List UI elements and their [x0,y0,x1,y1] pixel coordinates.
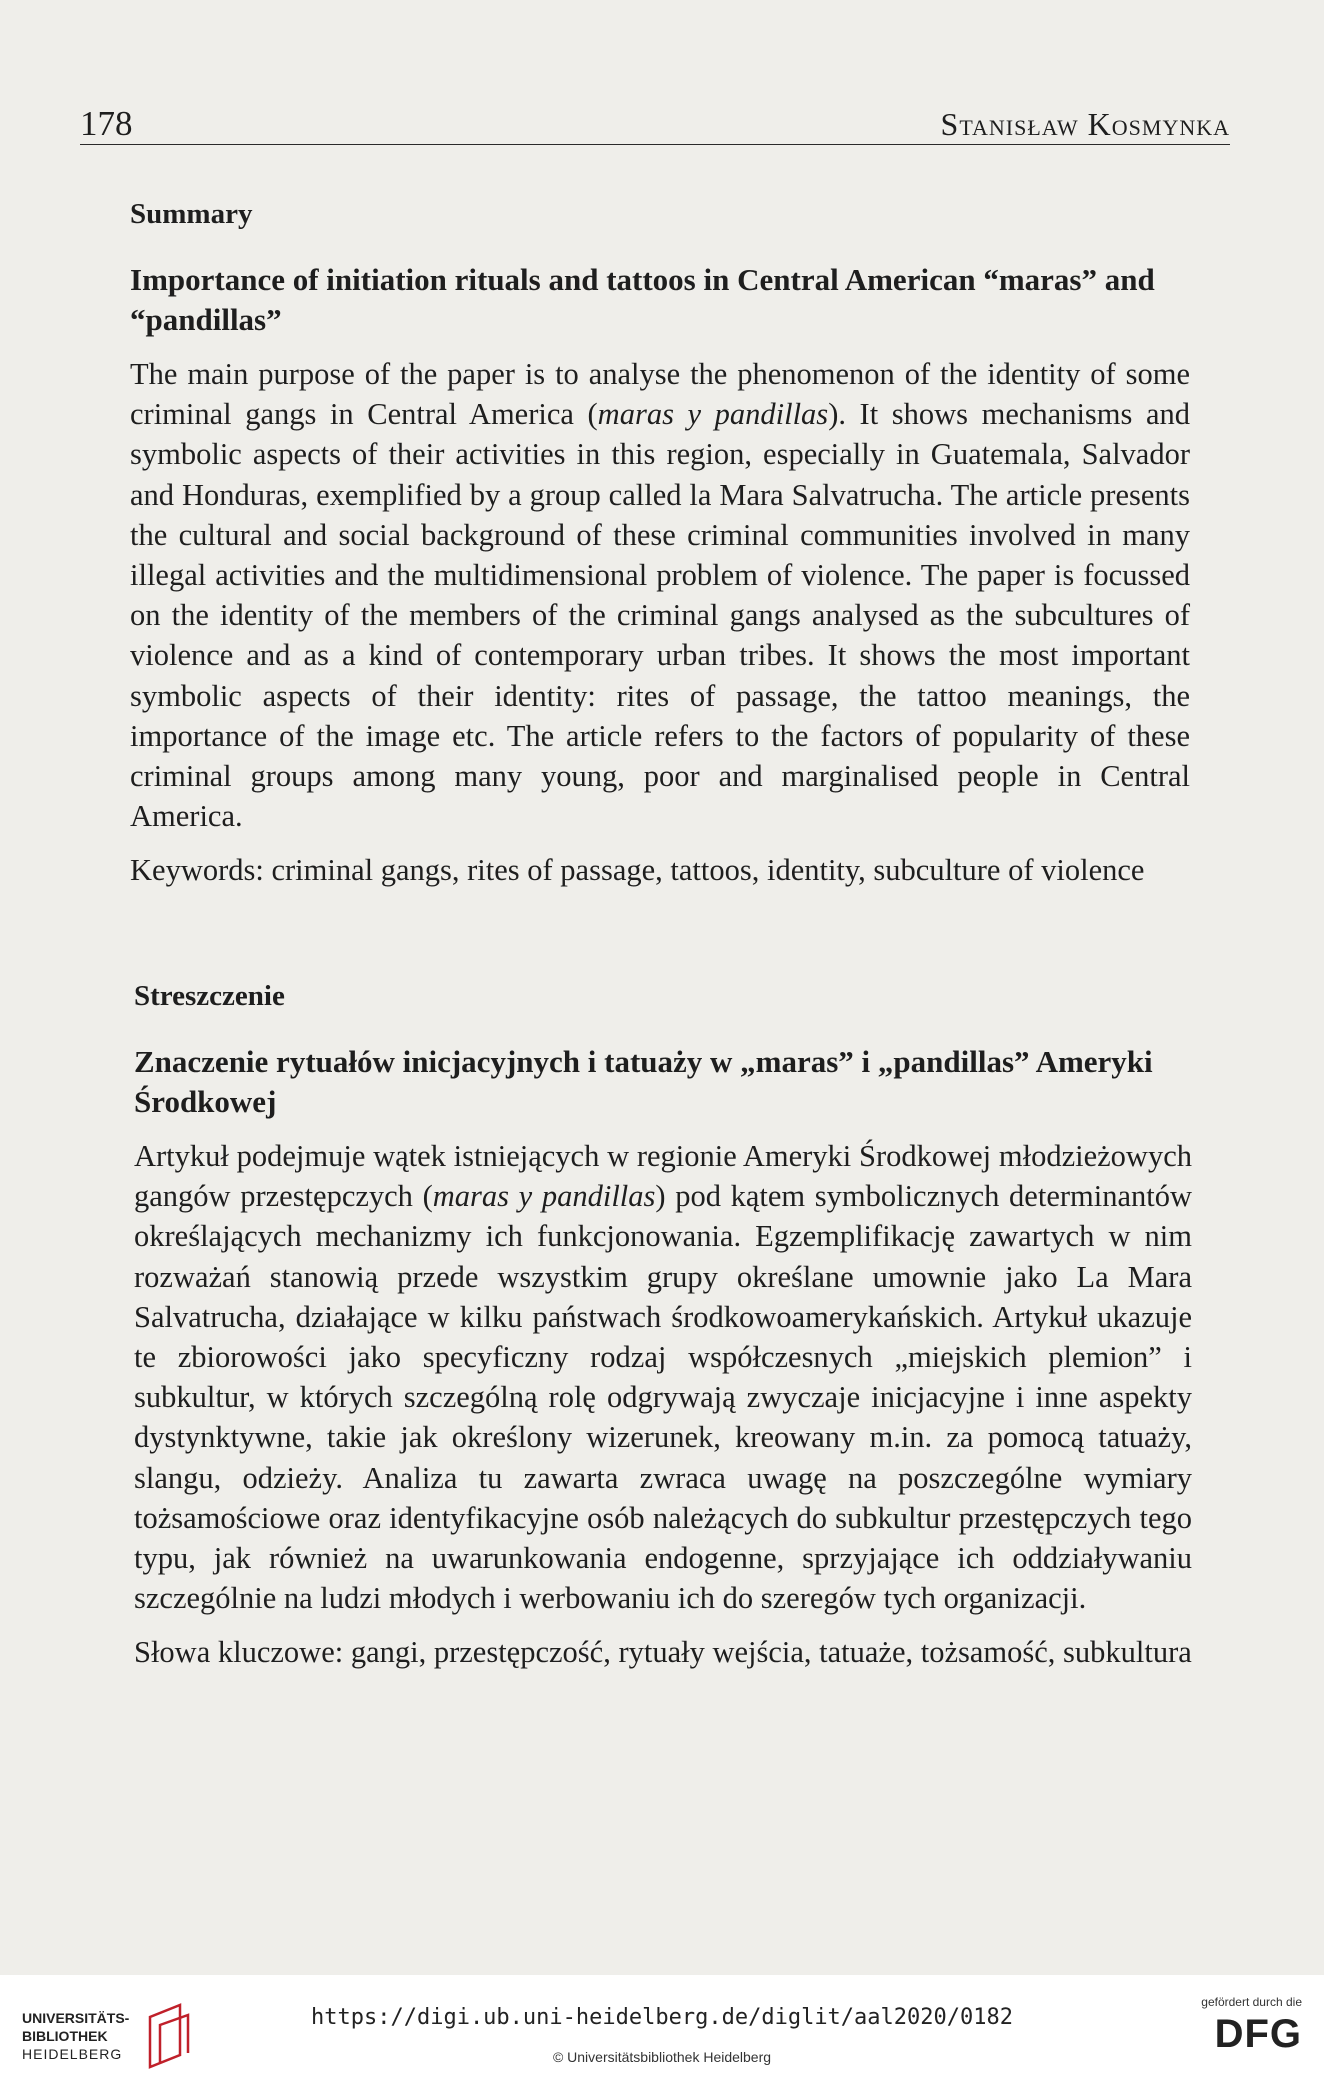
permalink-url[interactable]: https://digi.ub.uni-heidelberg.de/diglit/aal2020/0182 [311,2005,1013,2030]
dfg-logo[interactable] [1172,1995,1302,2075]
page-number: 178 [80,104,133,143]
running-head: Stanisław Kosmynka [940,106,1230,142]
summary-title: Importance of initiation rituals and tattoos in Central American “maras” and “pandillas” [130,262,1155,337]
streszczenie-keywords: Słowa kluczowe: gangi, przestępczość, rytuały wejścia, tatuaże, tożsamość, subkultura [134,1635,1192,1670]
digitization-footer [0,1975,1324,2089]
streszczenie-heading: Streszczenie [134,980,285,1012]
streszczenie-abstract-text-1: Artykuł podejmuje wątek istniejących w regionie Ameryki Środkowej młodzieżowych gangów przestępczych ( [134,1139,1192,1214]
library-line-1: UNIVERSITÄTS- [22,2010,130,2026]
summary-abstract-italic: maras y pandillas [597,397,829,432]
summary-keywords: Keywords: criminal gangs, rites of passage, tattoos, identity, subculture of violence [130,853,1145,888]
streszczenie-title: Znaczenie rytuałów inicjacyjnych i tatuaży w „maras” i „pandillas” Ameryki Środkowej [134,1044,1153,1119]
dfg-logo-text: DFG [1214,2012,1302,2056]
summary-section [130,196,1190,939]
streszczenie-abstract [134,1136,1192,1618]
summary-heading: Summary [130,198,253,230]
streszczenie-section [134,978,1192,1721]
funder-note: gefördert durch die [1201,1995,1302,2009]
streszczenie-abstract-text-2: ) pod kątem symbolicznych determinantów określających mechanizmy ich funkcjonowania. Egzemplifikację zawartych w nim rozważań stanowią przede wszystkim grupy określane umownie jako La Mara Salvatrucha, działające w kilku państwach środkowoamerykańskich. Artykuł ukazuje te zbiorowości jako specyficzny rodzaj współczesnych „miejskich plemion” i subkultur, w których szczególną rolę odgrywają zwyczaje inicjacyjne i inne aspekty dystynktywne, takie jak określony wizerunek, kreowany m.in. za pomocą tatuaży, slangu, odzieży. Analiza tu zawarta zwraca uwagę na poszczególne wymiary tożsamościowe oraz identyfikacyjne osób należących do subkultur przestępczych tego typu, jak również na uwarunkowania endogenne, sprzyjające ich oddziaływaniu szczególnie na ludzi młodych i werbowaniu ich do szeregów tych organizacji. [134,1179,1192,1616]
summary-abstract-text-1: The main purpose of the paper is to analyse the phenomenon of the identity of some criminal gangs in Central America ( [130,357,1190,432]
summary-abstract [130,354,1190,836]
summary-abstract-text-2: ). It shows mechanisms and symbolic aspects of their activities in this region, especially in Guatemala, Salvador and Honduras, exemplified by a group called la Mara Salvatrucha. The article presents the cultural and social background of these criminal communities involved in many illegal activities and the multidimensional problem of violence. The paper is focussed on the identity of the members of the criminal gangs analysed as the subcultures of violence and as a kind of contemporary urban tribes. It shows the most important symbolic aspects of their identity: rites of passage, the tattoo meanings, the importance of the image etc. The article refers to the factors of popularity of these criminal groups among many young, poor and marginalised people in Central America. [130,397,1191,834]
copyright-notice: © Universitätsbibliothek Heidelberg [552,2049,772,2065]
page-header [80,104,1230,145]
library-line-2: BIBLIOTHEK [22,2028,108,2044]
streszczenie-abstract-italic: maras y pandillas [432,1179,656,1214]
library-line-3: HEIDELBERG [22,2046,123,2062]
